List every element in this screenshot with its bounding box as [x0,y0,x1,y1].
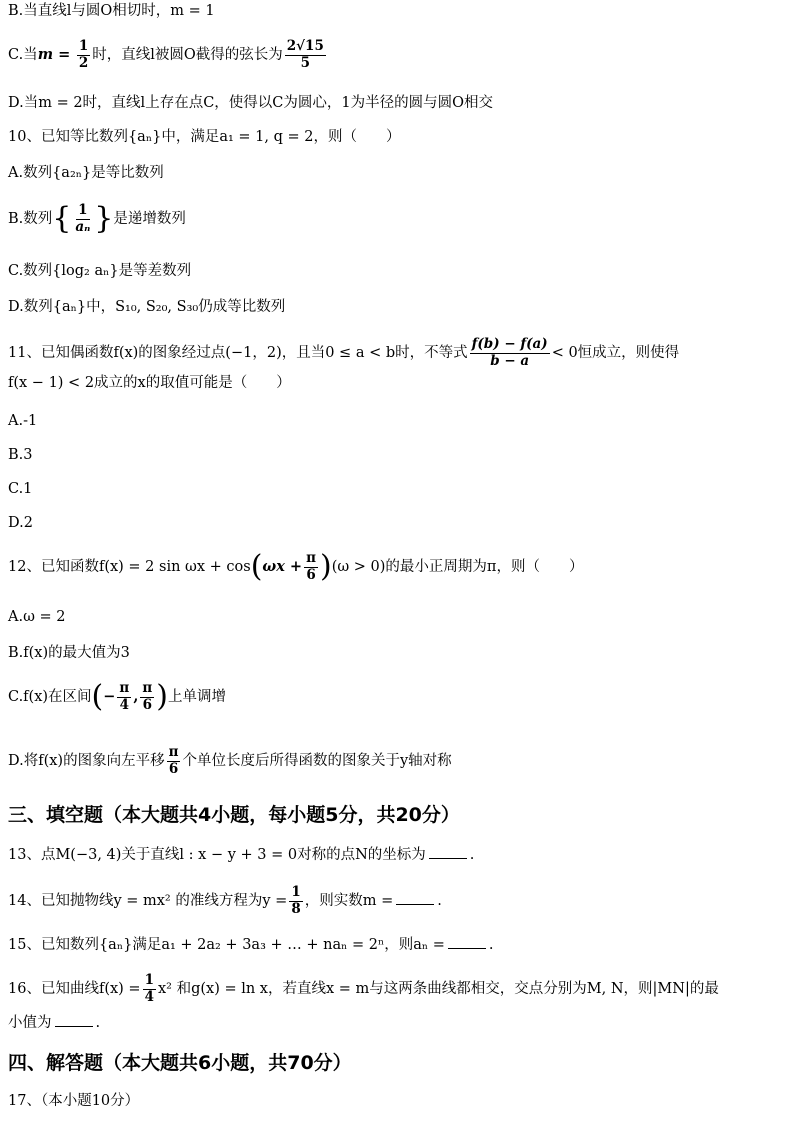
num: 1 [78,202,88,218]
den: 8 [291,900,301,917]
dot: . [488,937,494,953]
fraction-pi-6 [304,552,318,582]
text: (ω > 0)的最小正周期为π，则（ ） [331,559,584,575]
q11-option-a: A.-1 [8,413,38,429]
text: 13、点M(−3, 4)关于直线l : x − y + 3 = 0对称的点N的坐标为 [8,847,426,863]
den: 6 [306,566,316,583]
q12-option-c [8,679,226,714]
fraction-half [77,40,90,70]
math: m = [37,46,71,63]
q10-option-c: C.数列{log₂ aₙ}是等差数列 [8,263,192,279]
q11-option-d: D.2 [8,515,33,531]
q9-option-b: B.当直线l与圆O相切时，m = 1 [8,3,215,19]
num: 2√15 [286,38,324,54]
fraction-pi-4 [117,682,131,712]
fraction-pi-6c [167,746,181,776]
q11-stem [8,338,679,368]
q11-option-b: B.3 [8,447,33,463]
text: 时，直线l被圆O截得的弦长为 [92,47,283,63]
q16 [8,974,719,1004]
section-4-heading: 四、解答题（本大题共6小题，共70分） [8,1052,352,1074]
dot: . [469,847,475,863]
text: D.将f(x)的图象向左平移 [8,753,165,769]
text: C.当 [8,47,38,63]
den: b − a [490,352,530,369]
den: 4 [144,988,154,1005]
fraction-pi-6b [140,682,154,712]
fraction-eighth [289,886,302,916]
fraction-inverse [73,204,92,234]
text: 12、已知函数f(x) = 2 sin ωx + cos [8,559,251,575]
q9-option-c [8,40,328,70]
dot: . [437,893,442,909]
section-3-heading: 三、填空题（本大题共4小题，每小题5分，共20分） [8,804,460,826]
q11-option-c: C.1 [8,481,33,497]
brace: } [94,201,114,236]
q10-option-d: D.数列{aₙ}中，S₁₀, S₂₀, S₃₀仍成等比数列 [8,299,286,315]
paren: ( [250,549,263,584]
brace: { [52,201,72,236]
math: ωx + [262,558,303,575]
q10-option-b [8,201,186,236]
fraction-difference [470,338,550,368]
text: x² 和g(x) = ln x，若直线x = m与这两条曲线都相交，交点分别为M, N，则|MN|的最 [157,981,719,997]
num: f(b) − f(a) [471,336,548,352]
num: π [306,550,316,566]
text: ，则实数m = [304,893,394,909]
den: 4 [119,696,130,713]
num: π [119,680,130,696]
q9-option-d: D.当m = 2时，直线l上存在点C，使得以C为圆心，1为半径的圆与圆O相交 [8,95,493,111]
answer-blank[interactable] [429,846,467,859]
q12-option-d [8,746,452,776]
text: B.数列 [8,211,53,227]
q14 [8,886,442,916]
den: 6 [142,696,153,713]
paren: ) [156,679,168,714]
q12-stem [8,549,584,584]
text: 个单位长度后所得函数的图象关于y轴对称 [182,753,452,769]
text: 上单调增 [167,689,226,705]
fraction-quarter [143,974,156,1004]
text: 16、已知曲线f(x) = [8,981,141,997]
text: 小值为 [8,1015,52,1031]
fraction-chord [285,40,326,70]
q12-option-a: A.ω = 2 [8,609,66,625]
den: 2 [78,54,89,71]
text: 11、已知偶函数f(x)的图象经过点(−1，2)，且当0 ≤ a < b时，不等式 [8,345,468,361]
num: π [142,680,153,696]
q16-line2 [8,1014,100,1031]
num: 1 [291,884,301,900]
q15 [8,936,494,953]
text: 是递增数列 [113,211,186,227]
q12-option-b: B.f(x)的最大值为3 [8,645,130,661]
answer-blank[interactable] [448,936,486,949]
paren: ( [91,679,104,714]
q10-option-a: A.数列{a₂ₙ}是等比数列 [8,165,164,181]
den: 5 [300,54,311,71]
text: 14、已知抛物线y = mx² 的准线方程为y = [8,893,288,909]
text: C.f(x)在区间 [8,689,92,705]
answer-blank[interactable] [396,892,434,905]
text: 15、已知数列{aₙ}满足a₁ + 2a₂ + 3a₃ + … + naₙ = 2ⁿ，则aₙ = [8,937,445,953]
q13 [8,846,474,863]
minus: − [103,688,116,705]
num: π [168,744,179,760]
paren: ) [319,549,332,584]
comma: , [133,688,139,705]
den: 6 [168,760,179,777]
den: aₙ [75,218,91,235]
answer-blank[interactable] [55,1014,93,1027]
dot: . [95,1015,101,1031]
num: 1 [144,972,154,988]
text: < 0恒成立，则使得 [551,345,680,361]
num: 1 [78,38,89,54]
q10-stem: 10、已知等比数列{aₙ}中，满足a₁ = 1, q = 2，则（ ） [8,129,401,145]
q11-stem-line2: f(x − 1) < 2成立的x的取值可能是（ ） [8,375,291,391]
q17: 17、（本小题10分） [8,1093,140,1109]
